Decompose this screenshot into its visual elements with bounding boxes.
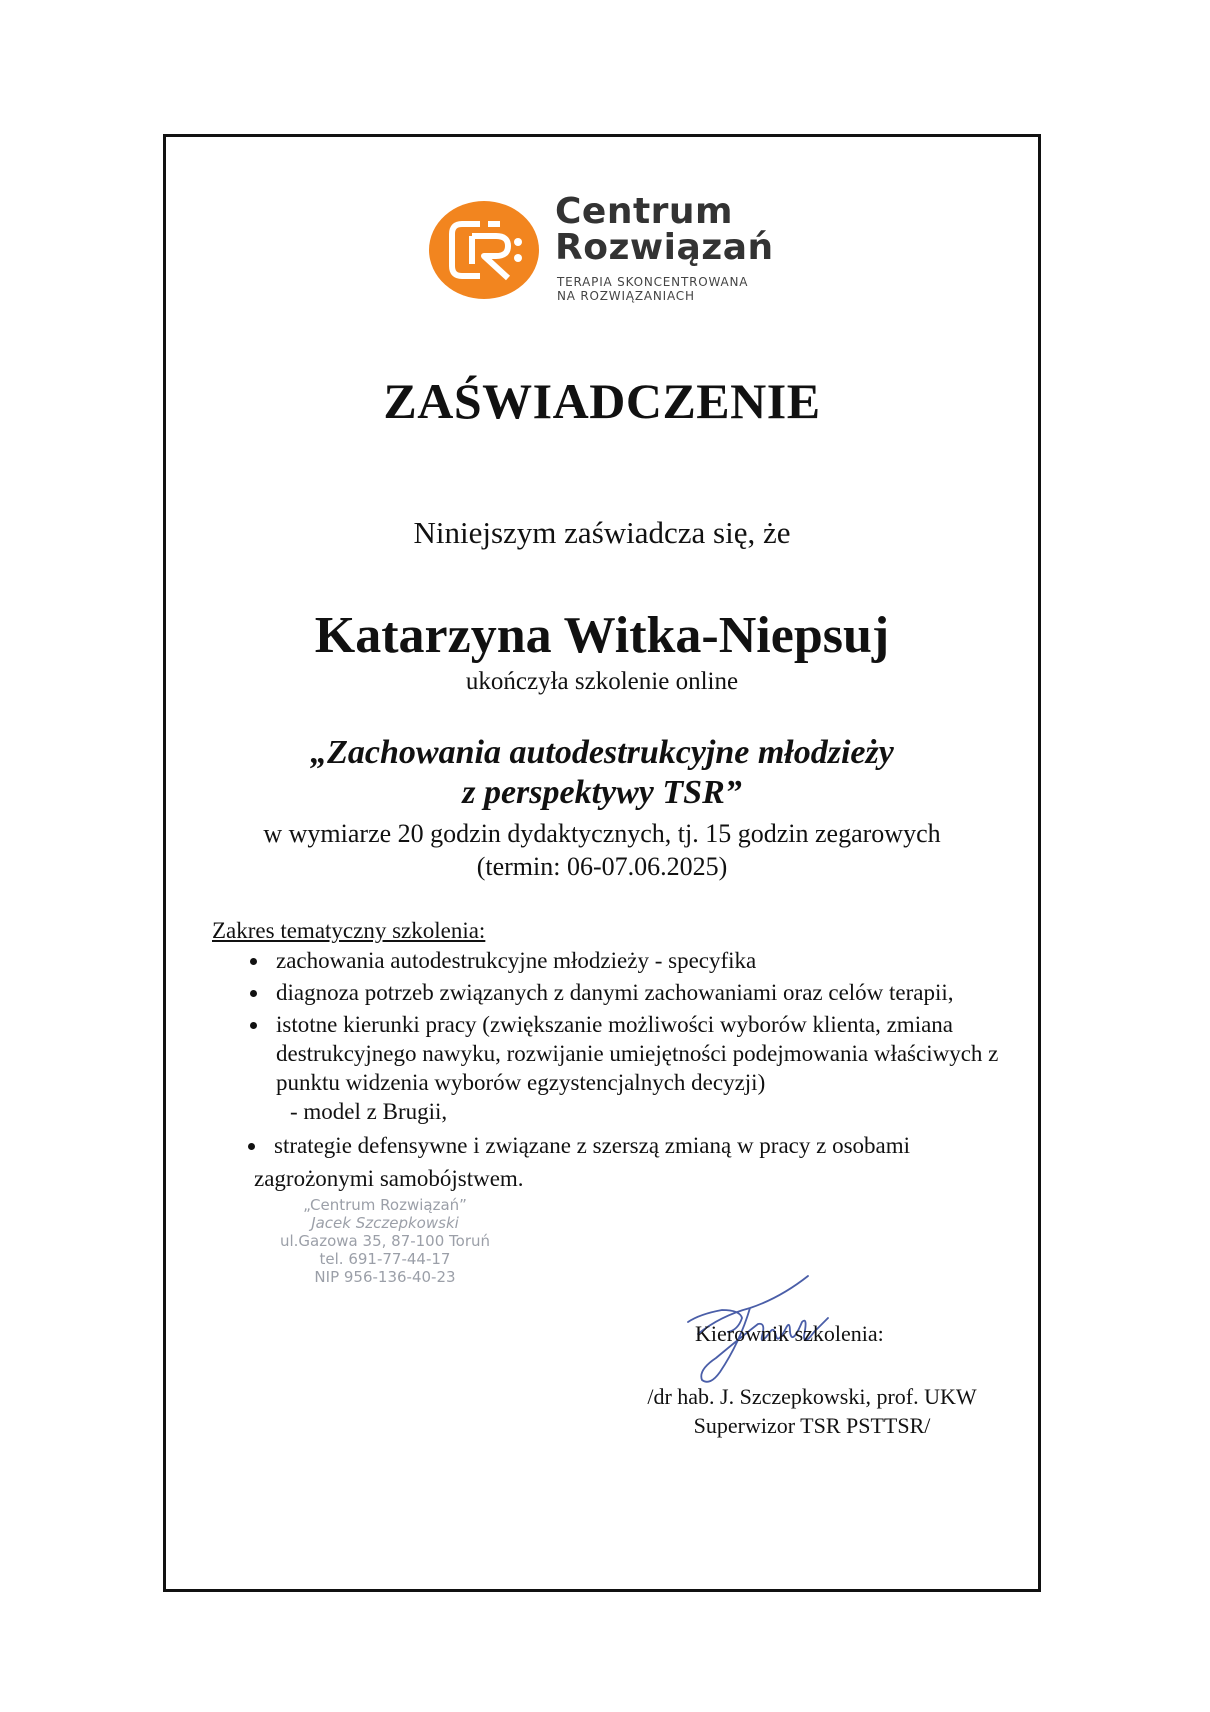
intro-text: Niniejszym zaświadcza się, że bbox=[413, 515, 791, 550]
topic-text: zachowania autodestrukcyjne młodzieży - specyfika bbox=[276, 948, 757, 973]
stamp-line2: Jacek Szczepkowski bbox=[311, 1214, 459, 1232]
company-stamp bbox=[250, 1196, 520, 1286]
stamp-line4: tel. 691-77-44-17 bbox=[319, 1250, 451, 1268]
list-item bbox=[244, 978, 1024, 1007]
signer-name: /dr hab. J. Szczepkowski, prof. UKW bbox=[647, 1384, 977, 1409]
bullet-icon bbox=[248, 1143, 255, 1150]
recipient-name: Katarzyna Witka-Niepsuj bbox=[314, 607, 890, 664]
topic-continuation: zagrożonymi samobójstwem. bbox=[254, 1166, 524, 1191]
list-item bbox=[244, 1131, 1024, 1193]
bullet-icon bbox=[250, 990, 257, 997]
topic-text: strategie defensywne i związane z szerszą zmianą w pracy z osobami bbox=[274, 1133, 911, 1158]
logo-tagline-line1: TERAPIA SKONCENTROWANA bbox=[557, 275, 749, 289]
course-term: (termin: 06-07.06.2025) bbox=[476, 852, 728, 881]
bullet-icon bbox=[250, 1022, 257, 1029]
topic-text: diagnoza potrzeb związanych z danymi zachowaniami oraz celów terapii, bbox=[276, 980, 954, 1005]
list-item bbox=[244, 1010, 1024, 1126]
topic-suffix: - model z Brugii, bbox=[290, 1099, 448, 1124]
course-title-line2: z perspektywy TSR” bbox=[462, 774, 742, 811]
document-title: ZAŚWIADCZENIE bbox=[383, 373, 821, 429]
topic-text: istotne kierunki pracy (zwiększanie możliwości wyborów klienta, zmiana destrukcyjnego nawyku, rozwijanie umiejętności podejmowania właściwych z punktu widzenia wyborów egzystencjalnych decyzji) bbox=[276, 1012, 999, 1095]
list-item bbox=[244, 946, 1024, 975]
bullet-icon bbox=[250, 958, 257, 965]
topics-list bbox=[244, 946, 1024, 1196]
stamp-line1: „Centrum Rozwiązań” bbox=[303, 1196, 467, 1214]
course-title bbox=[163, 733, 1041, 813]
logo-tagline-line2: NA ROZWIĄZANIACH bbox=[557, 289, 695, 303]
logo-mark-icon bbox=[428, 200, 540, 300]
course-scope: w wymiarze 20 godzin dydaktycznych, tj. 15 godzin zegarowych bbox=[263, 819, 941, 848]
topics-heading: Zakres tematyczny szkolenia: bbox=[212, 918, 486, 943]
stamp-line3: ul.Gazowa 35, 87-100 Toruń bbox=[279, 1232, 491, 1250]
stamp-line5: NIP 956-136-40-23 bbox=[314, 1268, 456, 1286]
signer-block bbox=[612, 1382, 1012, 1440]
signer-role: Superwizor TSR PSTTSR/ bbox=[693, 1413, 931, 1438]
completed-text: ukończyła szkolenie online bbox=[465, 668, 739, 695]
signature-label: Kierownik szkolenia: bbox=[695, 1321, 884, 1346]
logo-name-line1: Centrum bbox=[555, 191, 734, 232]
logo-name bbox=[555, 191, 774, 268]
logo-tagline bbox=[557, 275, 748, 303]
course-title-line1: „Zachowania autodestrukcyjne młodzieży bbox=[310, 734, 894, 771]
logo-name-line2: Rozwiązań bbox=[555, 227, 774, 268]
